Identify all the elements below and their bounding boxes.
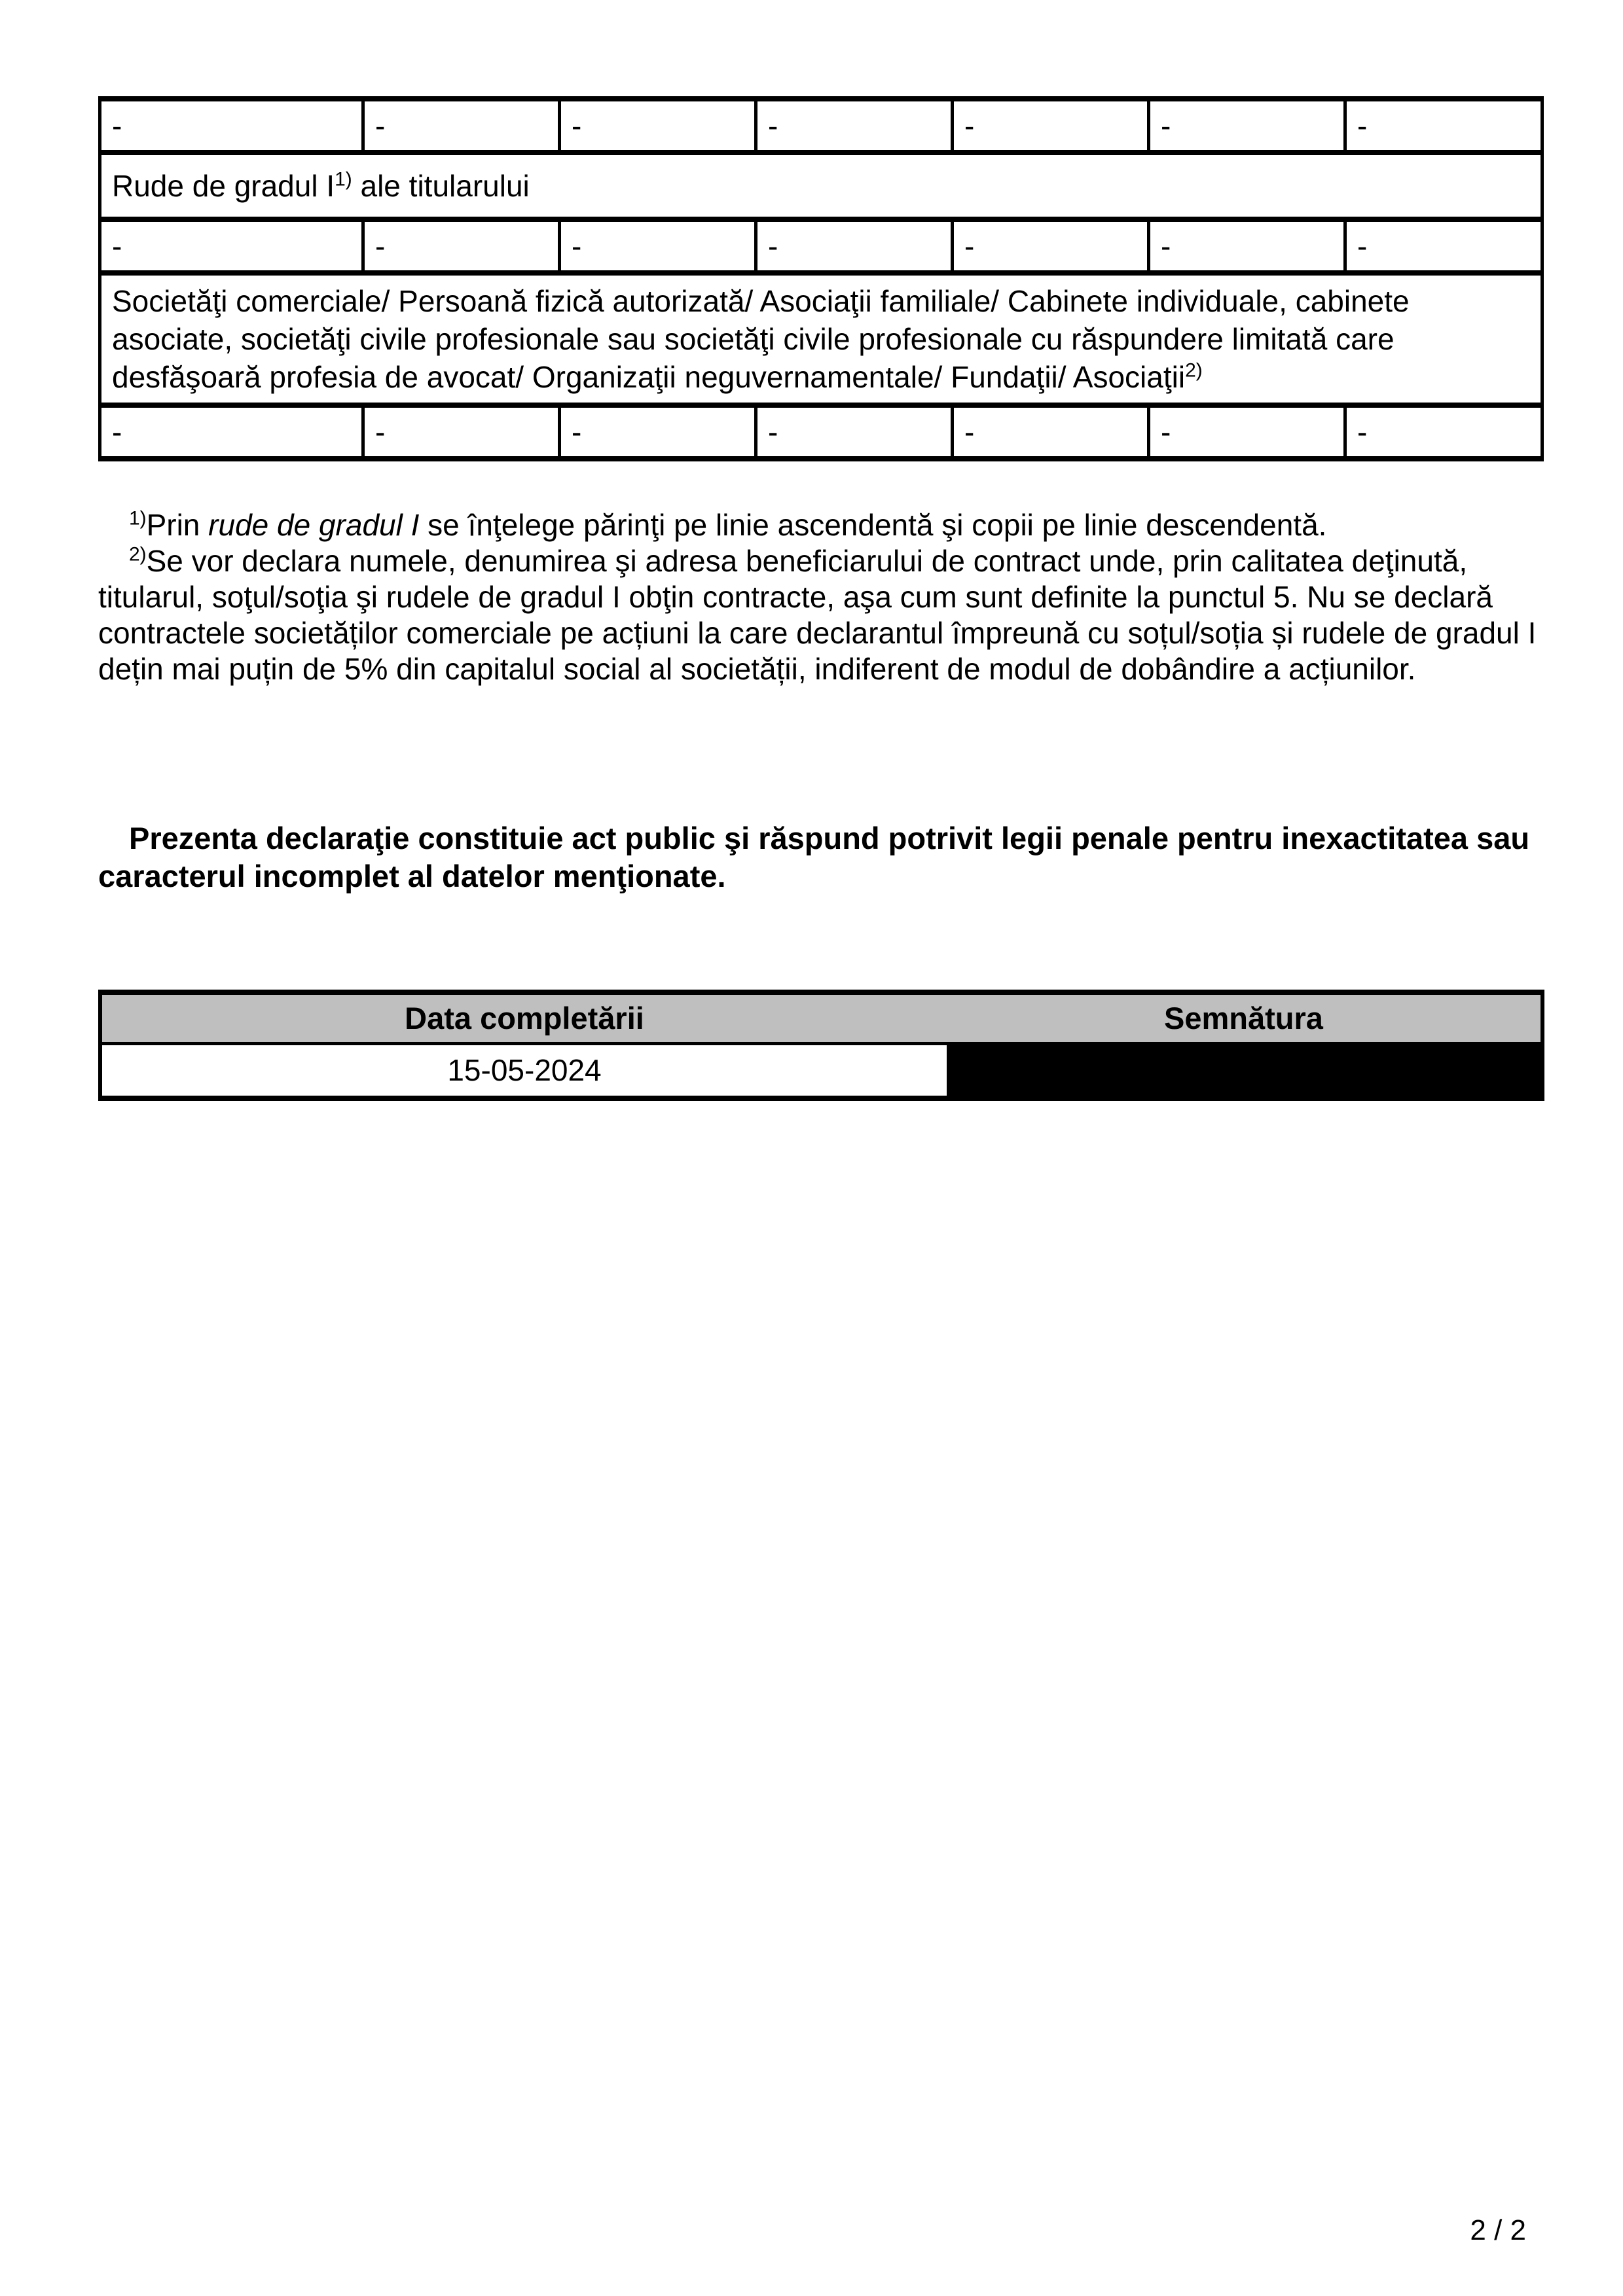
signature-table-header-row — [100, 992, 1542, 1043]
footnote-1-marker: 1) — [129, 507, 147, 529]
dash-cell: - — [363, 405, 560, 459]
dash-row — [100, 219, 1542, 273]
footnote-1-italic-term: rude de gradul I — [208, 508, 420, 542]
dash-cell: - — [953, 219, 1149, 273]
footnote-2-marker: 2) — [129, 543, 147, 565]
rude-text: Rude de gradul I — [112, 169, 335, 203]
rude-text-after: ale titularului — [352, 169, 530, 203]
footnote-2-text: Se vor declara numele, denumirea şi adresa beneficiarului de contract unde, prin calitatea deţinută, titularul, soţul/soţia şi rudele de gradul I obţin contracte, aşa cum sunt definite la punctul 5. Nu se declară contractele societăților comerciale pe acțiuni la care declarantul împreună cu soțul/soția și rudele de gradul I dețin mai puțin de 5% din capitalul social al societății, indiferent de modul de dobândire a acțiunilor. — [98, 544, 1537, 686]
signature-header-cell: Semnătura — [947, 992, 1542, 1043]
footnote-ref-1: 1) — [335, 168, 352, 190]
dash-row — [100, 99, 1542, 152]
societati-text: Societăţi comerciale/ Persoană fizică autorizată/ Asociaţii familiale/ Cabinete individuale, cabinete asociate, societăţi civile profesionale sau societăţi civile profesionale cu răspundere limitată care desfăşoară profesia de avocat/ Organizaţii neguvernamentale/ Fundaţii/ Asociaţii — [112, 284, 1410, 394]
societati-cell — [100, 273, 1542, 405]
dash-cell: - — [953, 99, 1149, 152]
dash-cell: - — [560, 405, 756, 459]
dash-cell: - — [1345, 99, 1542, 152]
dash-cell: - — [363, 99, 560, 152]
dash-cell: - — [560, 99, 756, 152]
page-indicator: 2 / 2 — [1470, 2214, 1526, 2246]
dash-cell: - — [560, 219, 756, 273]
footnote-ref-2: 2) — [1185, 359, 1203, 382]
dash-cell: - — [100, 99, 363, 152]
date-header-cell: Data completării — [100, 992, 947, 1043]
dash-row — [100, 405, 1542, 459]
signature-table — [98, 990, 1544, 1101]
dash-cell: - — [1149, 219, 1345, 273]
dash-cell: - — [1149, 99, 1345, 152]
legal-statement: Prezenta declaraţie constituie act public şi răspund potrivit legii penale pentru inexactitatea sau caracterul incomplet al datelor menţionate. — [98, 821, 1530, 893]
dash-cell: - — [953, 405, 1149, 459]
dash-cell: - — [363, 219, 560, 273]
date-value-cell: 15-05-2024 — [100, 1043, 947, 1098]
signature-redacted-cell — [947, 1043, 1542, 1098]
footnote-2 — [98, 543, 1539, 687]
signature-table-value-row — [100, 1043, 1542, 1098]
signature-redaction-box — [947, 1045, 1541, 1096]
dash-cell: - — [100, 405, 363, 459]
footnote-1 — [98, 507, 1539, 543]
rude-de-gradul-row — [100, 152, 1542, 219]
dash-cell: - — [1345, 405, 1542, 459]
dash-cell: - — [756, 219, 953, 273]
dash-cell: - — [756, 99, 953, 152]
dash-cell: - — [756, 405, 953, 459]
footnote-1-text-start: Prin — [146, 508, 209, 542]
dash-cell: - — [1149, 405, 1345, 459]
rude-de-gradul-cell — [100, 152, 1542, 219]
footnotes-block — [98, 507, 1539, 687]
footnote-1-text-end: se înţelege părinţi pe linie ascendentă şi copii pe linie descendentă. — [419, 508, 1327, 542]
societati-row — [100, 273, 1542, 405]
dash-cell: - — [1345, 219, 1542, 273]
contracts-table — [98, 96, 1544, 461]
dash-cell: - — [100, 219, 363, 273]
